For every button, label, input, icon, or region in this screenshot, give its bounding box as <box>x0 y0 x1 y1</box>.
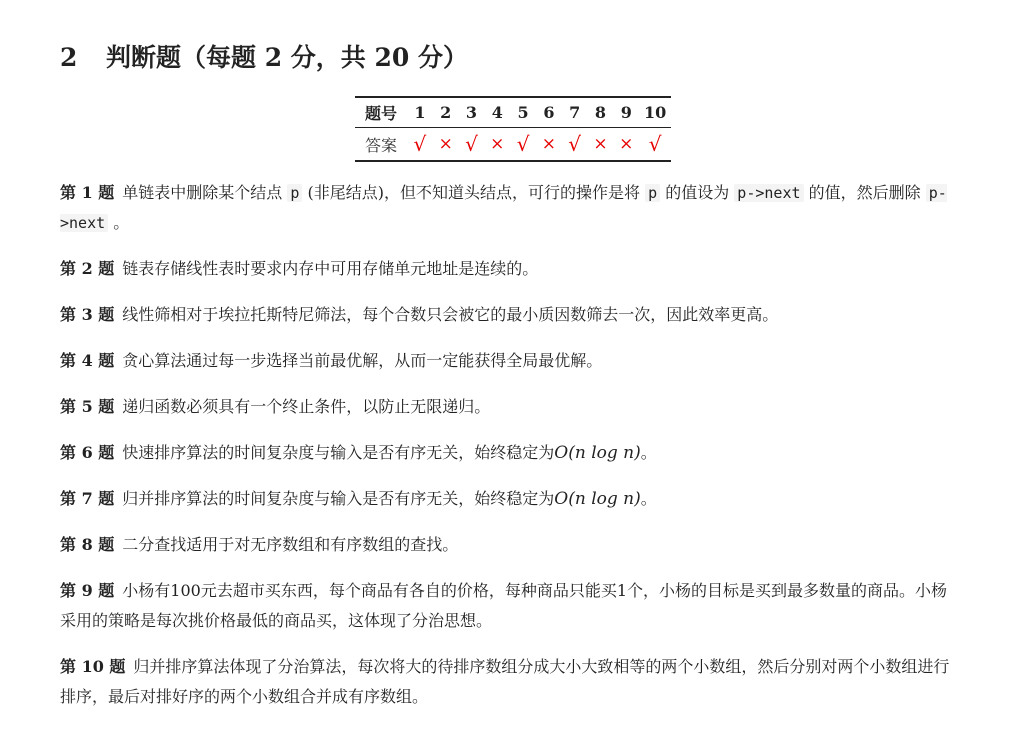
math-expression: O(n log n) <box>554 489 641 509</box>
question-number: 8 <box>594 103 607 122</box>
question-text: 归并排序算法体现了分治算法，每次将大的待排序数组分成大小大致相等的两个小数组，然后分别对两个小数组进行排序，最后对排好序的两个小数组合并成有序数组。 <box>60 657 950 706</box>
inline-code: p <box>645 184 660 202</box>
question-number: 7 <box>569 103 581 122</box>
question-4 <box>60 346 960 376</box>
answer-mark: √ <box>648 132 662 156</box>
question-1 <box>60 178 960 238</box>
question-number: 3 <box>465 103 478 122</box>
question-8 <box>60 530 960 560</box>
question-text: 的值，然后删除 <box>803 183 926 202</box>
answer-mark: × <box>541 134 556 154</box>
question-6 <box>60 438 960 468</box>
question-text: 。 <box>640 489 657 508</box>
question-text: 。 <box>640 443 657 462</box>
question-5 <box>60 392 960 422</box>
question-label: 第 3 题 <box>60 305 115 324</box>
question-label: 第 6 题 <box>60 443 115 462</box>
answer-mark: √ <box>568 132 582 156</box>
question-label: 第 9 题 <box>60 581 115 600</box>
answer-mark: × <box>619 134 634 154</box>
inline-code: p->next <box>734 184 803 202</box>
question-text: 链表存储线性表时要求内存中可用存储单元地址是连续的。 <box>122 259 539 278</box>
math-expression: O(n log n) <box>554 443 641 463</box>
question-label: 第 8 题 <box>60 535 115 554</box>
question-label: 第 7 题 <box>60 489 115 508</box>
answer-table-answer-row <box>355 128 671 162</box>
question-number: 6 <box>543 103 555 122</box>
question-text: 。 <box>108 213 130 232</box>
question-text: 递归函数必须具有一个终止条件，以防止无限递归。 <box>122 397 491 416</box>
question-number: 2 <box>440 103 452 122</box>
question-label: 第 5 题 <box>60 397 115 416</box>
question-label: 第 4 题 <box>60 351 115 370</box>
question-label: 第 10 题 <box>60 657 126 676</box>
answer-mark: √ <box>516 132 530 156</box>
question-7 <box>60 484 960 514</box>
answer-mark: × <box>438 134 453 154</box>
question-3 <box>60 300 960 330</box>
answer-mark: × <box>593 134 608 154</box>
answer-mark: × <box>490 134 505 154</box>
answer-table <box>355 96 671 162</box>
question-text: 二分查找适用于对无序数组和有序数组的查找。 <box>122 535 459 554</box>
question-text: 单链表中删除某个结点 <box>122 183 288 202</box>
section-title <box>60 38 468 74</box>
question-number: 4 <box>491 103 503 122</box>
question-number: 1 <box>414 103 426 122</box>
answer-mark: √ <box>413 132 427 156</box>
question-10 <box>60 652 960 712</box>
question-number: 10 <box>644 103 667 122</box>
answer-table-header-row <box>355 97 671 128</box>
answer-table-container <box>355 96 671 162</box>
inline-code: p <box>287 184 302 202</box>
row-label: 答案 <box>364 135 397 155</box>
header-label: 题号 <box>364 104 397 123</box>
inline-code: p->next <box>60 184 947 232</box>
question-2 <box>60 254 960 284</box>
question-text: 快速排序算法的时间复杂度与输入是否有序无关，始终稳定为 <box>122 443 555 462</box>
answer-mark: √ <box>465 132 478 156</box>
question-text: 归并排序算法的时间复杂度与输入是否有序无关，始终稳定为 <box>122 489 555 508</box>
question-text: 贪心算法通过每一步选择当前最优解，从而一定能获得全局最优解。 <box>122 351 603 370</box>
question-text: 小杨有100元去超市买东西，每个商品有各自的价格，每种商品只能买1个，小杨的目标是买到最多数量的商品。小杨采用的策略是每次挑价格最低的商品买，这体现了分治思想。 <box>60 581 948 630</box>
question-label: 第 1 题 <box>60 183 115 202</box>
question-text: (非尾结点)，但不知道头结点，可行的操作是将 <box>302 183 646 202</box>
question-9 <box>60 576 960 636</box>
question-label: 第 2 题 <box>60 259 115 278</box>
section-heading: 判断题（每题 2 分，共 20 分） <box>106 43 469 72</box>
question-list <box>60 178 960 712</box>
question-number: 5 <box>517 103 529 122</box>
question-text: 线性筛相对于埃拉托斯特尼筛法，每个合数只会被它的最小质因数筛去一次，因此效率更高。 <box>122 305 779 324</box>
section-number: 2 <box>60 43 78 72</box>
question-text: 的值设为 <box>660 183 735 202</box>
question-number: 9 <box>620 103 632 122</box>
